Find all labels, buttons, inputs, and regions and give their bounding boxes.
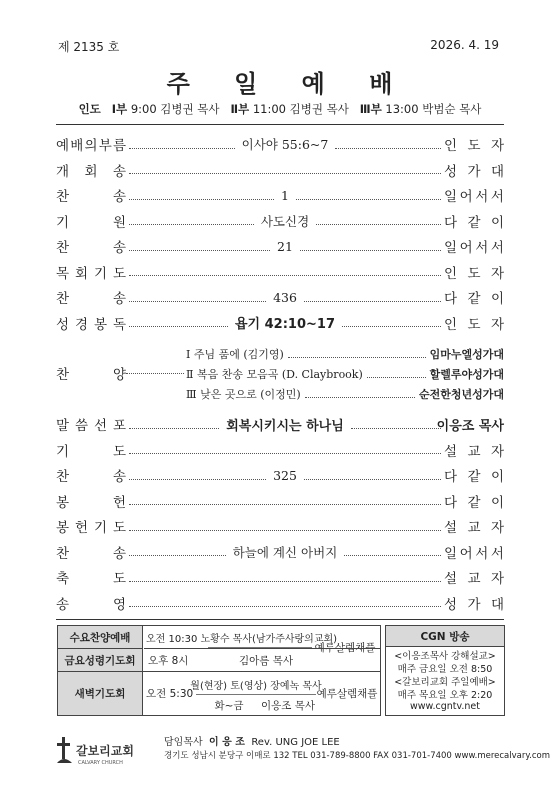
bulletin-date: 2026. 4. 19 xyxy=(430,38,499,52)
order-text: 325 xyxy=(273,467,297,483)
order-role: 일 어 서 서 xyxy=(444,240,504,256)
order-role: 설 교 자 xyxy=(444,571,504,587)
praise-item: Ⅰ 주님 품에 (김기영) 임마누엘성가대 xyxy=(186,348,504,361)
dawn-tue-leader: 이응조 목사 xyxy=(260,699,316,712)
dawn-time: 오전 5:30 xyxy=(146,687,194,700)
divider xyxy=(56,619,504,620)
order-label: 기 원 xyxy=(56,214,126,231)
order-role: 인 도 자 xyxy=(444,138,504,154)
order-role: 설 교 자 xyxy=(444,520,504,536)
order-row xyxy=(56,260,504,284)
leader-dots xyxy=(126,373,184,374)
praise-label: 찬 양 xyxy=(56,367,126,383)
cgn-line: <이응조목사 강해설교> xyxy=(394,650,496,662)
order-row xyxy=(56,591,504,615)
fri-label: 금요성령기도회 xyxy=(58,649,143,672)
cgn-box xyxy=(385,625,505,716)
dawn-tue-fri: 화~금 xyxy=(214,699,244,712)
cgn-line: 매주 금요일 오전 8:50 xyxy=(397,663,493,675)
order-label: 찬 송 xyxy=(56,240,126,256)
dawn-mon-sat: 월(현장) 토(영상) 장예녹 목사 xyxy=(190,680,322,692)
order-role: 다 같 이 xyxy=(444,291,504,307)
order-label: 찬 송 xyxy=(56,291,126,307)
service-1: 9:00 김병권 목사 xyxy=(130,102,220,116)
order-row xyxy=(56,438,504,462)
order-role: 인 도 자 xyxy=(444,265,504,282)
praise-section xyxy=(56,345,504,403)
order-label: 봉 헌 기 도 xyxy=(56,520,126,536)
service-1-label: Ⅰ부 xyxy=(111,102,128,116)
order-text: 이사야 55:6~7 xyxy=(241,137,329,152)
praise-team: 예루살렘채플 xyxy=(314,641,376,654)
footer xyxy=(56,731,551,771)
order-row xyxy=(56,285,504,309)
order-label: 목 회 기 도 xyxy=(56,265,126,282)
service-3-label: Ⅲ부 xyxy=(359,102,382,116)
cgn-website[interactable]: www.cgntv.net xyxy=(410,701,480,712)
service-2: 11:00 김병권 목사 xyxy=(252,102,349,116)
svg-text:갈보리교회: 갈보리교회 xyxy=(76,744,134,758)
service-2-label: Ⅱ부 xyxy=(230,102,250,116)
order-label: 찬 송 xyxy=(56,545,126,562)
wed-label: 수요찬양예배 xyxy=(58,626,143,649)
divider xyxy=(56,124,504,125)
church-logo xyxy=(56,733,152,769)
wed-info: 오전 10:30 노황수 목사(남가주사랑의교회) xyxy=(146,633,338,645)
order-text: 하늘에 계신 아버지 xyxy=(232,544,338,560)
order-text: 436 xyxy=(273,289,297,305)
order-row xyxy=(56,183,504,207)
order-label: 봉 헌 xyxy=(56,494,126,511)
svg-text:CALVARY CHURCH: CALVARY CHURCH xyxy=(78,760,123,766)
order-role: 일 어 서 서 xyxy=(444,545,504,562)
praise-item: Ⅲ 낮은 곳으로 (이정민) 순전한청년성가대 xyxy=(186,388,504,401)
cgn-line: <갈보리교회 주일예배> xyxy=(394,676,496,688)
order-text: 회복시키시는 하나님 xyxy=(226,418,344,434)
order-text: 1 xyxy=(281,187,289,203)
order-row xyxy=(56,234,504,258)
order-row xyxy=(56,158,504,182)
issue-number: 제 2135 호 xyxy=(58,40,120,54)
order-role: 성 가 대 xyxy=(444,163,504,180)
order-role: 성 가 대 xyxy=(444,596,504,613)
order-role: 다 같 이 xyxy=(444,214,504,231)
order-label: 성 경 봉 독 xyxy=(56,316,126,333)
leaders-label: 인도 xyxy=(78,102,101,116)
cgn-title: CGN 방송 xyxy=(386,626,504,647)
order-text: 욥기 42:10~17 xyxy=(235,317,336,332)
order-role: 일 어 서 서 xyxy=(444,189,504,205)
order-role: 다 같 이 xyxy=(444,494,504,511)
schedule-table xyxy=(57,625,381,716)
order-row xyxy=(56,311,504,335)
order-label: 예 배 의 부 름 xyxy=(56,138,126,154)
order-row xyxy=(56,412,504,436)
church-address: 경기도 성남시 분당구 이매로 132 TEL 031-789-8800 FAX 031-701-7400 www.merecalvary.com xyxy=(164,751,551,761)
order-row xyxy=(56,514,504,538)
order-row xyxy=(56,209,504,233)
fri-leader: 김아름 목사 xyxy=(238,654,294,667)
order-row xyxy=(56,132,504,156)
fri-time: 오후 8시 xyxy=(148,654,189,667)
order-text: 사도신경 xyxy=(260,213,310,229)
dawn-team: 예루살렘채플 xyxy=(316,687,378,700)
pastor-name: 이 응 조 xyxy=(209,737,245,748)
order-row xyxy=(56,489,504,513)
cgn-line: 매주 목요일 오후 2:20 xyxy=(397,689,493,701)
order-role: 다 같 이 xyxy=(444,469,504,485)
pastor-info: 담임목사 이 응 조 Rev. UNG JOE LEE xyxy=(164,737,340,748)
order-label: 개 회 송 xyxy=(56,163,126,180)
praise-item: Ⅱ 복음 찬송 모음곡 (D. Claybrook) 할렐루야성가대 xyxy=(186,368,504,381)
order-role: 설 교 자 xyxy=(444,443,504,460)
page-title: 주 일 예 배 xyxy=(166,69,411,98)
order-label: 송 영 xyxy=(56,596,126,613)
order-label: 말 씀 선 포 xyxy=(56,418,126,434)
order-row xyxy=(56,463,504,487)
order-label: 기 도 xyxy=(56,443,126,460)
order-label: 찬 송 xyxy=(56,469,126,485)
service-3: 13:00 박범순 목사 xyxy=(385,102,482,116)
order-text: 21 xyxy=(277,238,293,254)
order-row xyxy=(56,565,504,589)
order-role: 이응조 목사 xyxy=(436,418,504,434)
dawn-label: 새벽기도회 xyxy=(58,672,143,715)
order-role: 인 도 자 xyxy=(444,316,504,333)
order-row xyxy=(56,540,504,564)
order-label: 축 도 xyxy=(56,571,126,587)
order-label: 찬 송 xyxy=(56,189,126,205)
service-leaders xyxy=(56,101,504,117)
